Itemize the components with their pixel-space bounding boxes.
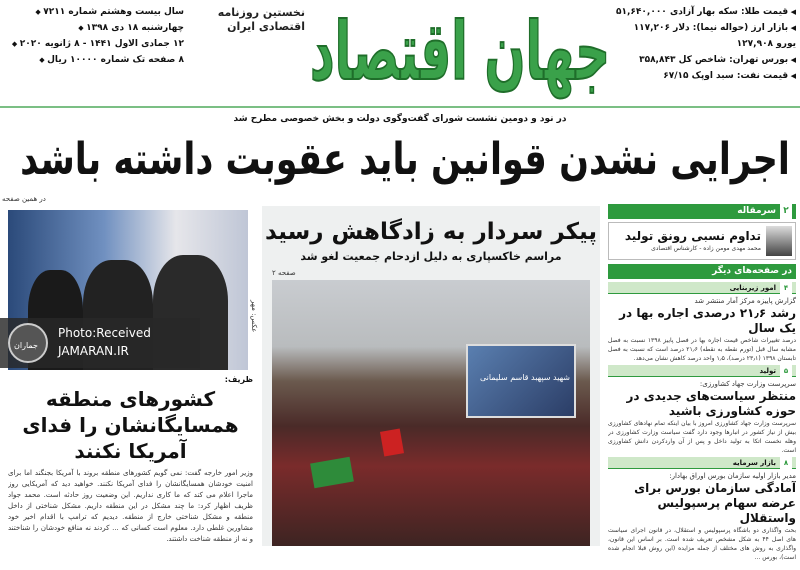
banner	[466, 344, 576, 418]
item-body: درصد تغییرات شاخص قیمت اجاره بها در فصل پاییز ۱۳۹۸ نسبت به فصل مشابه سال قبل (تورم نقطه به نقطه) ۲۱٫۶ درصد است که نسبت به فصل تابستان ۱۳۹۸ (۲۳٫۱ درصد)، ۱٫۵ واحد درصد کاهش نشان می‌دهد.	[608, 337, 796, 362]
item-kicker: مدیر بازار اولیه سازمان بورس اوراق بهادار:	[669, 472, 796, 480]
item-section-label: امور زیربنایی	[729, 284, 776, 292]
jamaran-logo	[8, 323, 48, 363]
editorial-num: ۲	[780, 204, 792, 219]
item-section	[608, 457, 796, 469]
item	[608, 365, 796, 455]
left-kicker: ظریف:	[224, 375, 253, 384]
item	[608, 457, 796, 562]
editorial-author: محمد مهدی مومن زاده - کارشناس اقتصادی	[651, 245, 761, 252]
issue-price: ۸ صفحه تک شماره ۱۰۰۰۰ ریال ◆	[4, 52, 184, 68]
left-headline: کشورهای منطقه همسایگانشان را فدای آمریکا نکنند	[22, 387, 239, 463]
lead-page-ref: در همین صفحه	[2, 195, 46, 203]
divider	[0, 106, 800, 108]
left-body: وزیر امور خارجه گفت: نمی گویم کشورهای منطقه بروند با آمریکا بجنگند اما برای امنیت خودشان همسایگانشان را فدای آمریکا نکنند. خواهید دید که آمریکایی روز ماجرا اعلام می کند که ما کاری نداریم. این وضعیت روز حادثه است. محمد جواد ظریف اظهار کرد: ما چند مشکل در این منطقه داریم. مشکل شناختی از داخل منطقه و مشکل شناختی خارج از منطقه. دیدیم که ترامپ با اقدام اخیر خود مشاورین غلطی دارد. معلوم است کسانی که ... کردند نه منافع خودشان را شناختند و نه از منطقه شناخت داشتند.	[8, 469, 253, 543]
currency-price: ◀ بازار ارز (حواله نیما): دلار ۱۱۷,۲۰۶ یورو ۱۲۷,۹۰۸	[612, 20, 796, 52]
issue-info	[4, 4, 184, 68]
item-num: ۴	[780, 282, 792, 294]
newspaper-logo-box	[310, 0, 610, 104]
lead-kicker: در نود و دومین نشست شورای گفت‌وگوی دولت و بخش خصوصی مطرح شد	[233, 114, 567, 124]
stock-index: ◀ بورس تهران: شاخص کل ۳۵۸,۸۴۳	[612, 52, 796, 68]
item-title[interactable]: آمادگی سازمان بورس برای عرضه سهام پرسپولیس واستقلال	[634, 481, 796, 525]
item-section	[608, 365, 796, 377]
center-title: پیکر سردار به زادگاهش رسید	[264, 219, 598, 245]
lead-headline-box	[20, 130, 790, 190]
item-num: ۵	[780, 365, 792, 377]
tagline: نخستین روزنامه اقتصادی ایران	[217, 6, 305, 33]
gold-price: ◀ قیمت طلا: سکه بهار آزادی ۵۱,۶۴۰,۰۰۰	[612, 4, 796, 20]
center-subtitle: مراسم خاکسپاری به دلیل ازدحام جمعیت لغو شد	[300, 250, 562, 263]
flag	[380, 428, 404, 456]
photo-credit: عکس: مهر	[250, 300, 258, 333]
item-title[interactable]: رشد ۲۱٫۶ درصدی اجاره بها در یک سال	[619, 306, 796, 335]
item-title[interactable]: منتظر سیاست‌های جدیدی در حوزه کشاورزی باشید	[626, 389, 796, 418]
editorial-box	[608, 222, 796, 260]
lead-headline: اجرایی نشدن قوانین باید عقوبت داشته باشد	[20, 134, 790, 185]
watermark	[0, 318, 200, 368]
jamaran-logo-text: جماران	[14, 341, 38, 350]
item-kicker: سرپرست وزارت جهاد کشاورزی:	[699, 380, 796, 388]
item-num: ۸	[780, 457, 792, 469]
right-column	[608, 204, 796, 570]
watermark-line2: JAMARAN.IR	[58, 344, 129, 358]
item-kicker: گزارش پاییزه مرکز آمار منتشر شد	[694, 297, 796, 305]
editorial-header	[608, 204, 796, 219]
banner-caption: شهید سپهبد قاسم سلیمانی	[479, 373, 570, 382]
issue-number: سال بیست وهشتم شماره ۷۲۱۱ ◆	[4, 4, 184, 20]
item-body: بحث واگذاری دو باشگاه پرسپولیس و استقلال، در قانون اجرای سیاست های اصل ۴۴ به شکل مشخص تعریف شده است. بر اساس این قانون، واگذاری به روش های مختلف از جمله مزایده (این روش قبلا انجام شده است)، بورس ...	[608, 527, 796, 561]
item	[608, 282, 796, 363]
item-section-label: تولید	[759, 367, 776, 375]
other-pages-header: در صفحه‌های دیگر	[608, 264, 796, 279]
center-story	[262, 206, 600, 546]
issue-date: چهارشنبه ۱۸ دی ۱۳۹۸ ◆	[4, 20, 184, 36]
funeral-photo	[272, 280, 590, 546]
watermark-line1: Photo:Received	[58, 326, 151, 340]
issue-date-alt: ۱۲ جمادی الاول ۱۴۴۱ - ۸ ژانویه ۲۰۲۰ ◆	[4, 36, 184, 52]
left-story	[8, 374, 253, 570]
author-photo	[766, 226, 792, 256]
item-body: سرپرست وزارت جهاد کشاورزی امروز با بیان اینکه تمام نهادهای کشاورزی بیش از نیاز کشور در انبارها وجود دارد گفت سیاست وزارت کشاورزی در وهله نخست اتکا به تولید داخل و پس از آن واردکردن دانش کشاورزی است.	[608, 420, 796, 454]
flag	[310, 457, 354, 489]
editorial-label: سرمقاله	[737, 206, 776, 216]
editorial-title[interactable]: تداوم نسبی رونق تولید	[624, 229, 761, 243]
center-page-ref: صفحه ۲	[272, 269, 296, 277]
item-section-label: بازار سرمایه	[732, 459, 776, 467]
newspaper-logo: جهان اقتصاد	[309, 5, 611, 98]
oil-price: ◀ قیمت نفت: سبد اوپک ۶۷/۱۵	[612, 68, 796, 84]
item-section	[608, 282, 796, 294]
market-info	[612, 4, 796, 84]
